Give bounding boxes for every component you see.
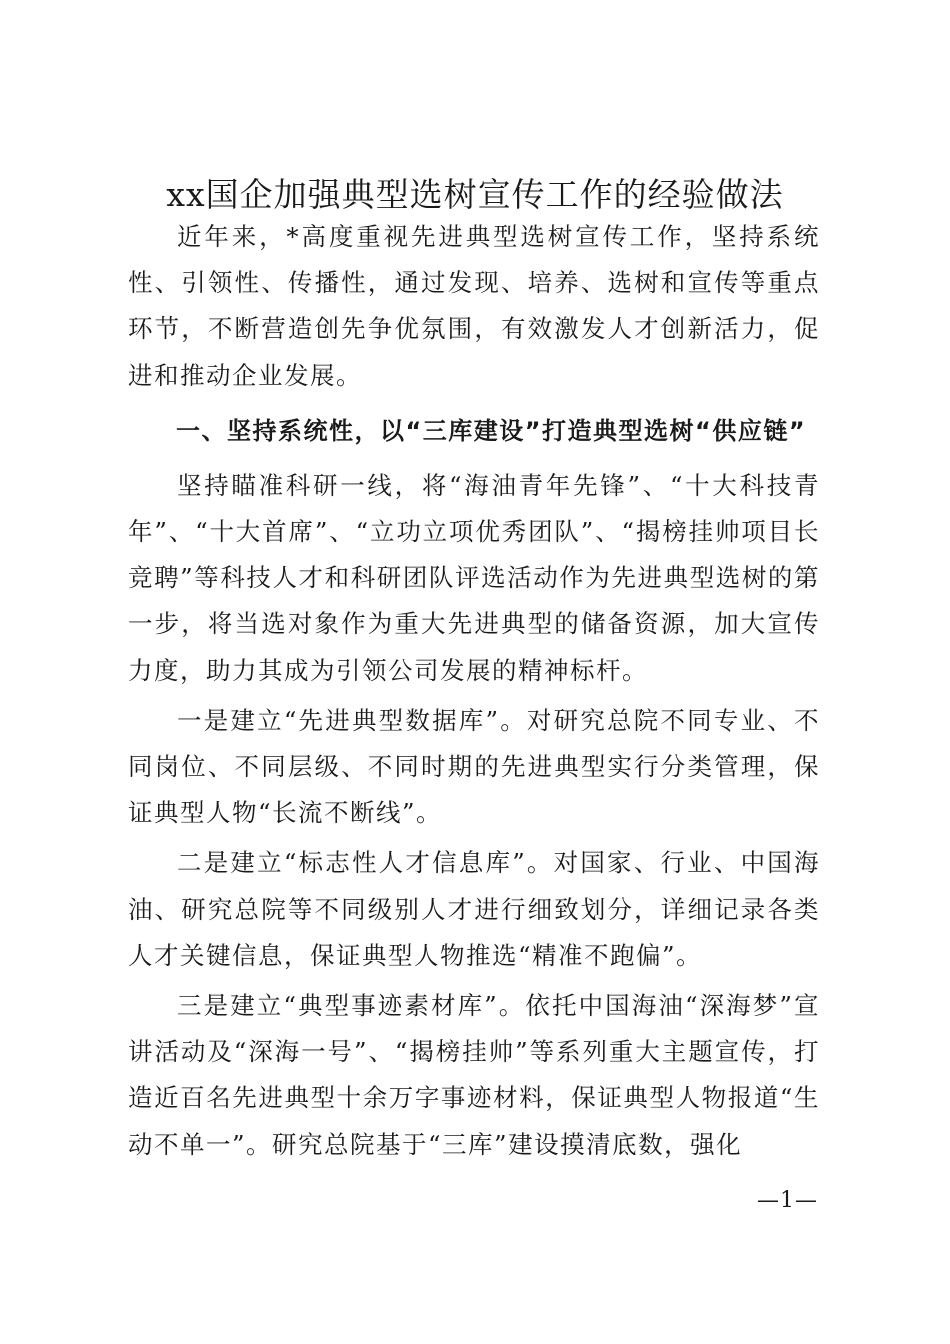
body-paragraph: 一是建立“先进典型数据库”。对研究总院不同专业、不同岗位、不同层级、不同时期的先进典型实行分类管理，保证典型人物“长流不断线”。 [128,705,820,828]
body-paragraph: 二是建立“标志性人才信息库”。对国家、行业、中国海油、研究总院等不同级别人才进行细致划分，详细记录各类人才关键信息，保证典型人物推选“精准不跑偏”。 [128,848,820,970]
intro-paragraph: 近年来，*高度重视先进典型选树宣传工作，坚持系统性、引领性、传播性，通过发现、培养、选树和宣传等重点环节，不断营造创先争优氛围，有效激发人才创新活力，促进和推动企业发展。 [128,222,820,390]
page-number: —1— [757,1188,818,1213]
document-title: xx国企加强典型选树宣传工作的经验做法 [166,175,784,214]
body-paragraph: 坚持瞄准科研一线，将“海油青年先锋”、“十大科技青年”、“十大首席”、“立功立项优秀团队”、“揭榜挂帅项目长竞聘”等科技人才和科研团队评选活动作为先进典型选树的第一步，将当选对象作为重大先进典型的储备资源，加大宣传力度，助力其成为引领公司发展的精神标杆。 [128,470,820,685]
section-heading-1: 一、坚持系统性，以“三库建设”打造典型选树“供应链” [176,416,807,445]
document-body [128,214,820,1168]
body-paragraph: 三是建立“典型事迹素材库”。依托中国海油“深海梦”宣讲活动及“深海一号”、“揭榜挂帅”等系列重大主题宣传，打造近百名先进典型十余万字事迹材料，保证典型人物报道“生动不单一”。研究总院基于“三库”建设摸清底数，强化 [128,991,820,1159]
